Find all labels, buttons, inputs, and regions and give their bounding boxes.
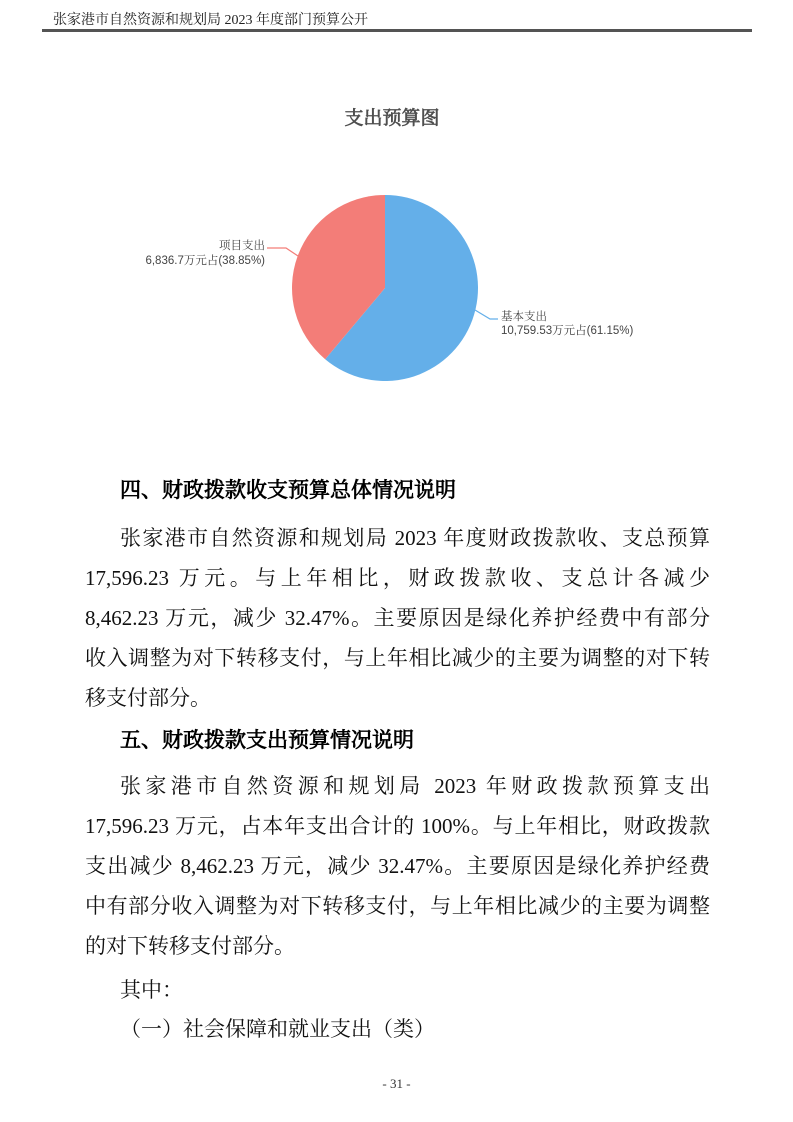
section-5-line-5: 的对下转移支付部分。 [85, 934, 295, 958]
section-5-line-4: 中有部分收入调整为对下转移支付，与上年相比减少的主要为调整 [85, 894, 710, 918]
header-rule [42, 29, 752, 32]
page-header-title: 张家港市自然资源和规划局 2023 年度部门预算公开 [53, 13, 368, 28]
pie-label-basic-name: 基本支出 [501, 311, 547, 323]
pie-label-project-name: 项目支出 [219, 240, 265, 252]
page-number: - 31 - [382, 1076, 411, 1091]
section-4-line-1: 张家港市自然资源和规划局 2023 年度财政拨款收、支总预算 [120, 526, 710, 550]
section-5-line-3: 支出减少 8,462.23 万元，减少 32.47%。主要原因是绿化养护经费 [85, 854, 710, 878]
section-5-line-1: 张家港市自然资源和规划局 2023 年财政拨款预算支出 [120, 774, 710, 798]
pie-label-project-value: 6,836.7万元占(38.85%) [145, 255, 265, 267]
section-4-line-4: 收入调整为对下转移支付，与上年相比减少的主要为调整的对下转 [85, 646, 710, 670]
leader-line-basic-expenditure [475, 310, 498, 319]
section-4-line-3: 8,462.23 万元，减少 32.47%。主要原因是绿化养护经费中有部分 [85, 606, 710, 630]
among-which-line: 其中： [120, 978, 183, 1002]
leader-line-project-expenditure [267, 248, 298, 256]
category-1-line: （一）社会保障和就业支出（类） [120, 1017, 435, 1041]
section-4-line-2: 17,596.23 万元。与上年相比，财政拨款收、支总计各减少 [85, 566, 710, 590]
chart-title: 支出预算图 [344, 108, 440, 129]
section-5-heading: 五、财政拨款支出预算情况说明 [120, 729, 414, 752]
section-4-line-5: 移支付部分。 [85, 686, 211, 710]
pie-label-basic-value: 10,759.53万元占(61.15%) [501, 325, 634, 337]
section-5-line-2: 17,596.23 万元，占本年支出合计的 100%。与上年相比，财政拨款 [85, 814, 710, 838]
expenditure-pie-chart [100, 95, 700, 400]
section-4-heading: 四、财政拨款收支预算总体情况说明 [120, 479, 456, 502]
